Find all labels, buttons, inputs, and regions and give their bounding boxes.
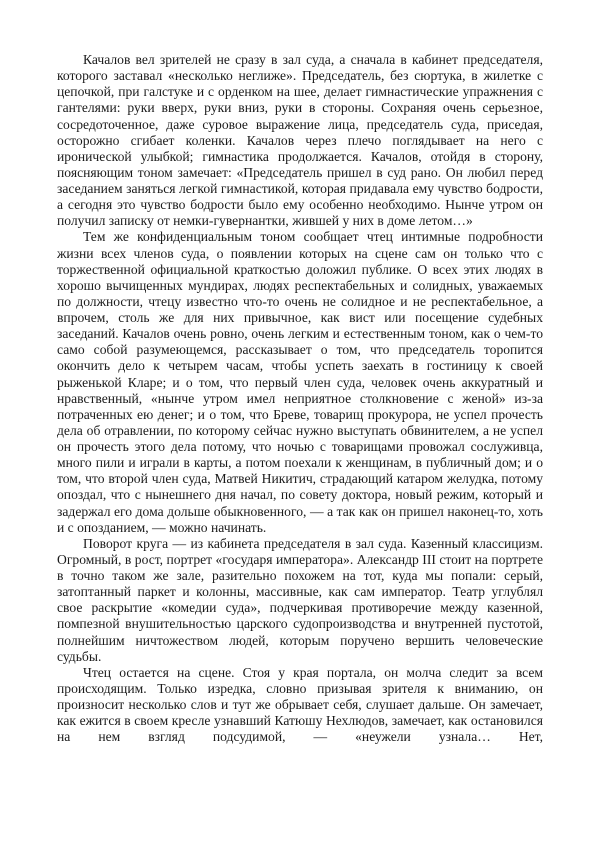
paragraph: Поворот круга — из кабинета председателя в зал суда. Казенный классицизм. Огромный, в рост, портрет «государя императора». Александр III стоит на портрете в точно таком же зале, разительно похожем на тот, куда мы попали: серый, затоптанный паркет и колонны, массивные, как сам император. Театр углублял свое раскрытие «комедии суда», подчеркивая противоречие между казенной, помпезной внушительностью царского судопроизводства и внутренней пустотой, полнейшим ничтожеством людей, которым поручено вершить человеческие судьбы. xyxy=(57,535,543,664)
paragraph: Качалов вел зрителей не сразу в зал суда, а сначала в кабинет председателя, которого заставал «несколько неглиже». Председатель, без сюртука, в жилетке с цепочкой, при галстуке и с орденком на шее, делает гимнастические упражнения с гантелями: руки вверх, руки вниз, руки в стороны. Сохраняя очень серьезное, сосредоточенное, даже суровое выражение лица, председатель суда, приседая, осторожно сгибает коленки. Качалов через плечо поглядывает на него с иронической улыбкой; гимнастика продолжается. Качалов, отойдя в сторону, поясняющим тоном замечает: «Председатель пришел в суд рано. Он любил перед заседанием заняться легкой гимнастикой, которая придавала ему чувство бодрости, а сегодня это чувство бодрости было ему особенно необходимо. Нынче утром он получил записку от немки-гувернантки, жившей у них в доме летом…» xyxy=(57,52,543,229)
document-page xyxy=(57,52,543,745)
paragraph: Чтец остается на сцене. Стоя у края портала, он молча следит за всем происходящим. Только изредка, словно призывая зрителя к вниманию, он произносит несколько слов и тут же обрывает себя, слушает дальше. Он замечает, как ежится в своем кресле узнавший Катюшу Нехлюдов, замечает, как остановился на нем взгляд подсудимой, — «неужели узнала… Нет, xyxy=(57,664,543,745)
paragraph: Тем же конфиденциальным тоном сообщает чтец интимные подробности жизни всех членов суда, о появлении которых на сцене сам он только что с торжественной официальной краткостью доложил публике. О всех этих людях в хорошо вычищенных мундирах, людях респектабельных и солидных, уважаемых по должности, чтецу известно что-то очень не солидное и не респектабельное, а впрочем, столь же для них привычное, как вист или посещение судебных заседаний. Качалов очень ровно, очень легким и естественным тоном, как о чем-то само собой разумеющемся, рассказывает о том, что председатель торопится окончить дело к четырем часам, чтобы успеть заехать в гостиницу к своей рыженькой Кларе; и о том, что первый член суда, человек очень аккуратный и нравственный, «нынче утром имел неприятное столкновение с женой» из-за потраченных ею денег; и о том, что Бреве, товарищ прокурора, не успел прочесть дела об отравлении, по которому сейчас нужно выступать обвинителем, а не успел он прочесть этого дела потому, что ночью с товарищами провожал сослуживца, много пили и играли в карты, а потом поехали к женщинам, в публичный дом; и о том, что второй член суда, Матвей Никитич, страдающий катаром желудка, потому опоздал, что с нынешнего дня начал, по совету доктора, новый режим, который и задержал его дома дольше обыкновенного, — а так как он пришел наконец-то, хоть и с опозданием, — можно начинать. xyxy=(57,229,543,535)
